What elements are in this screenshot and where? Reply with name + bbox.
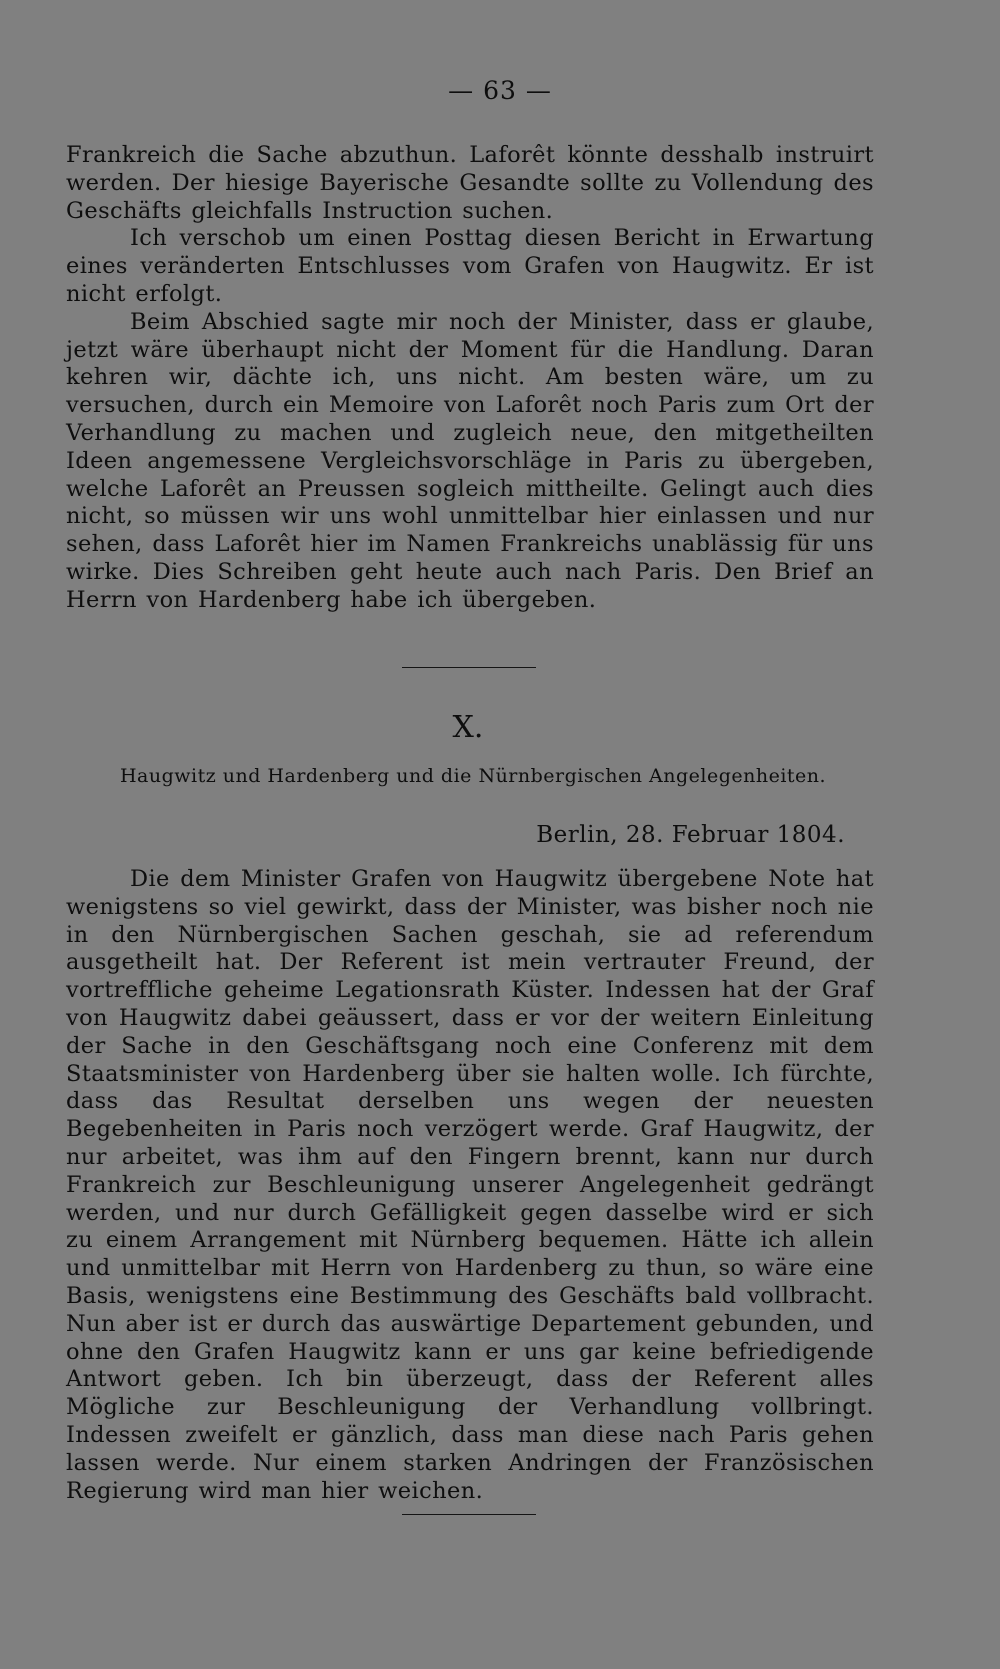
paragraph: Ich verschob um einen Posttag diesen Bericht in Erwartung eines veränderten Entschlusses vom Grafen von Haugwitz. Er ist nicht erfolgt. <box>66 225 874 307</box>
section-title: Haugwitz und Hardenberg und die Nürnbergischen Angelegenheiten. <box>119 765 827 787</box>
text-block-continuation <box>66 142 874 615</box>
section-divider <box>402 667 536 668</box>
end-divider <box>402 1514 536 1515</box>
page-number: — 63 — <box>448 76 552 105</box>
paragraph: Die dem Minister Grafen von Haugwitz übergebene Note hat wenigstens so viel gewirkt, dass der Minister, was bisher noch nie in den Nürnbergischen Sachen geschah, sie ad referendum ausgetheilt hat. Der Referent ist mein vertrauter Freund, der vortreffliche geheime Legationsrath Küster. Indessen hat der Graf von Haugwitz dabei geäussert, dass er vor der weitern Einleitung der Sache in den Geschäftsgang noch eine Conferenz mit dem Staatsminister von Hardenberg über sie halten wolle. Ich fürchte, dass das Resultat derselben uns wegen der neuesten Begebenheiten in Paris noch verzögert werde. Graf Haugwitz, der nur arbeitet, was ihm auf den Fingern brennt, kann nur durch Frankreich zur Beschleunigung unserer Angelegenheit gedrängt werden, und nur durch Gefälligkeit gegen dasselbe wird er sich zu einem Arrangement mit Nürnberg bequemen. Hätte ich allein und unmittelbar mit Herrn von Hardenberg zu thun, so wäre eine Basis, wenigstens eine Bestimmung des Geschäfts bald vollbracht. Nun aber ist er durch das auswärtige Departement gebunden, und ohne den Grafen Haugwitz kann er uns gar keine befriedigende Antwort geben. Ich bin überzeugt, dass der Referent alles Mögliche zur Beschleunigung der Verhandlung vollbringt. Indessen zweifelt er gänzlich, dass man diese nach Paris gehen lassen werde. Nur einem starken Andringen der Französischen Regierung wird man hier weichen. <box>66 866 874 1504</box>
text-block-letter <box>66 866 874 1505</box>
paragraph: Frankreich die Sache abzuthun. Laforêt könnte desshalb instruirt werden. Der hiesige Bayerische Gesandte sollte zu Vollendung des Geschäfts gleichfalls Instruction suchen. <box>66 142 874 224</box>
paragraph: Beim Abschied sagte mir noch der Minister, dass er glaube, jetzt wäre überhaupt nicht der Moment für die Handlung. Daran kehren wir, dächte ich, uns nicht. Am besten wäre, um zu versuchen, durch ein Memoire von Laforêt noch Paris zum Ort der Verhandlung zu machen und zugleich neue, den mitgetheilten Ideen angemessene Vergleichsvorschläge in Paris zu übergeben, welche Laforêt an Preussen sogleich mittheilte. Gelingt auch dies nicht, so müssen wir uns wohl unmittelbar hier einlassen und nur sehen, dass Laforêt hier im Namen Frankreichs unablässig für uns wirke. Dies Schreiben geht heute auch nach Paris. Den Brief an Herrn von Hardenberg habe ich übergeben. <box>66 308 874 613</box>
dateline: Berlin, 28. Februar 1804. <box>536 822 845 848</box>
section-number: X. <box>452 710 484 745</box>
